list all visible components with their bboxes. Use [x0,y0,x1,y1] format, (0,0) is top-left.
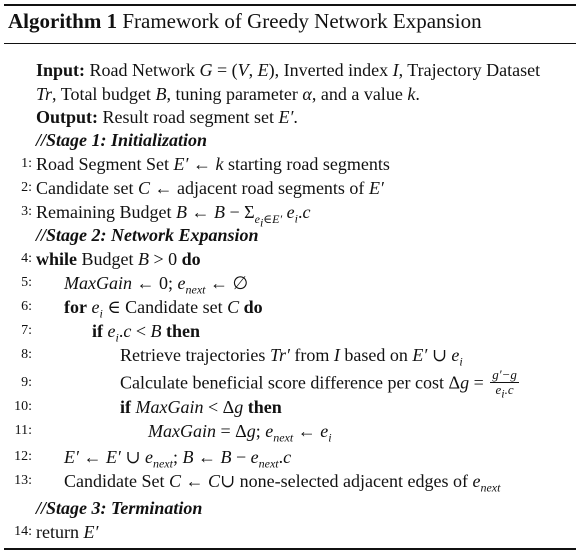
line-text: if $e_i.c < B$ then [92,321,201,345]
input-line [4,58,576,82]
stage-3-comment [4,496,576,520]
algo-line-3 [4,200,576,229]
algo-line-5 [4,271,576,295]
algorithm-caption [8,9,482,34]
caption-label: Algorithm 1 [8,9,118,33]
line-number: 7: [21,323,32,338]
line-text: MaxGain = Δg; $e_{next}$ ← $e_i$ [148,421,332,445]
line-number: 9: [21,375,32,390]
stage-1-comment [4,128,576,152]
line-number: 14: [14,524,32,539]
algo-line-2 [4,176,576,200]
algo-line-6 [4,295,576,319]
line-text: Remaining Budget B ← $B - \Sigma_{e_i\in E'}$ $e_i.c$ [36,202,311,229]
line-number: 8: [21,347,32,362]
stage-2-comment [4,223,576,247]
algorithm-box [4,4,576,550]
algo-line-7 [4,319,576,343]
line-text: Road Segment Set E′ ← k starting road segments [36,154,390,174]
algo-line-11 [4,419,576,443]
line-text: return E′ [36,522,99,542]
line-text: if MaxGain < Δg then [120,397,282,417]
line-text: for $e_i$ ∈ Candidate set C do [64,297,263,321]
line-number: 13: [14,473,32,488]
algo-line-9 [4,367,576,401]
top-rule [4,4,576,6]
caption-title: Framework of Greedy Network Expansion [122,9,482,33]
input-text: Input: Road Network G = (V, E), Inverted index I, Trajectory Dataset [36,60,541,80]
algo-line-8 [4,343,576,367]
line-number: 2: [21,180,32,195]
line-text: E′ ← E′ ∪ $e_{next}$; B ← $B - e_{next}.c$ [64,447,292,471]
input-line-continued [4,82,576,106]
line-text: Calculate beneficial score difference per cost Δg = $\frac{g'-g}{e_i.c}$ [120,367,517,401]
line-number: 12: [14,449,32,464]
gain-fraction: $\frac{g'-g}{e_i.c}$ [492,367,517,401]
stage-3-text: //Stage 3: Termination [36,498,203,518]
line-number: 5: [21,275,32,290]
line-text: Retrieve trajectories Tr′ from I based on E′ ∪ $e_i$ [120,345,463,369]
bottom-rule [4,548,576,550]
output-text: Output: Result road segment set E′. [36,107,298,127]
line-text: while Budget B > 0 do [36,249,201,269]
line-text: Candidate Set C ← C∪ none-selected adjacent edges of $e_{next}$ [64,471,501,495]
line-number: 1: [21,156,32,171]
stage-1-text: //Stage 1: Initialization [36,130,208,150]
caption-rule [4,43,576,44]
algo-line-12 [4,445,576,469]
algo-line-4 [4,247,576,271]
stage-2-text: //Stage 2: Network Expansion [36,225,259,245]
algo-line-10 [4,395,576,419]
algo-line-14 [4,520,576,544]
line-number: 6: [21,299,32,314]
line-text: MaxGain ← 0; $e_{next}$ ← ∅ [64,273,249,297]
algo-line-13 [4,469,576,493]
line-number: 10: [14,399,32,414]
output-line [4,105,576,129]
line-number: 11: [14,423,32,438]
algo-line-1 [4,152,576,176]
line-text: Candidate set C ← adjacent road segments of E′ [36,178,384,198]
line-number: 3: [21,204,32,219]
line-number: 4: [21,251,32,266]
input-text-continued: Tr, Total budget B, tuning parameter α, and a value k. [36,84,420,104]
